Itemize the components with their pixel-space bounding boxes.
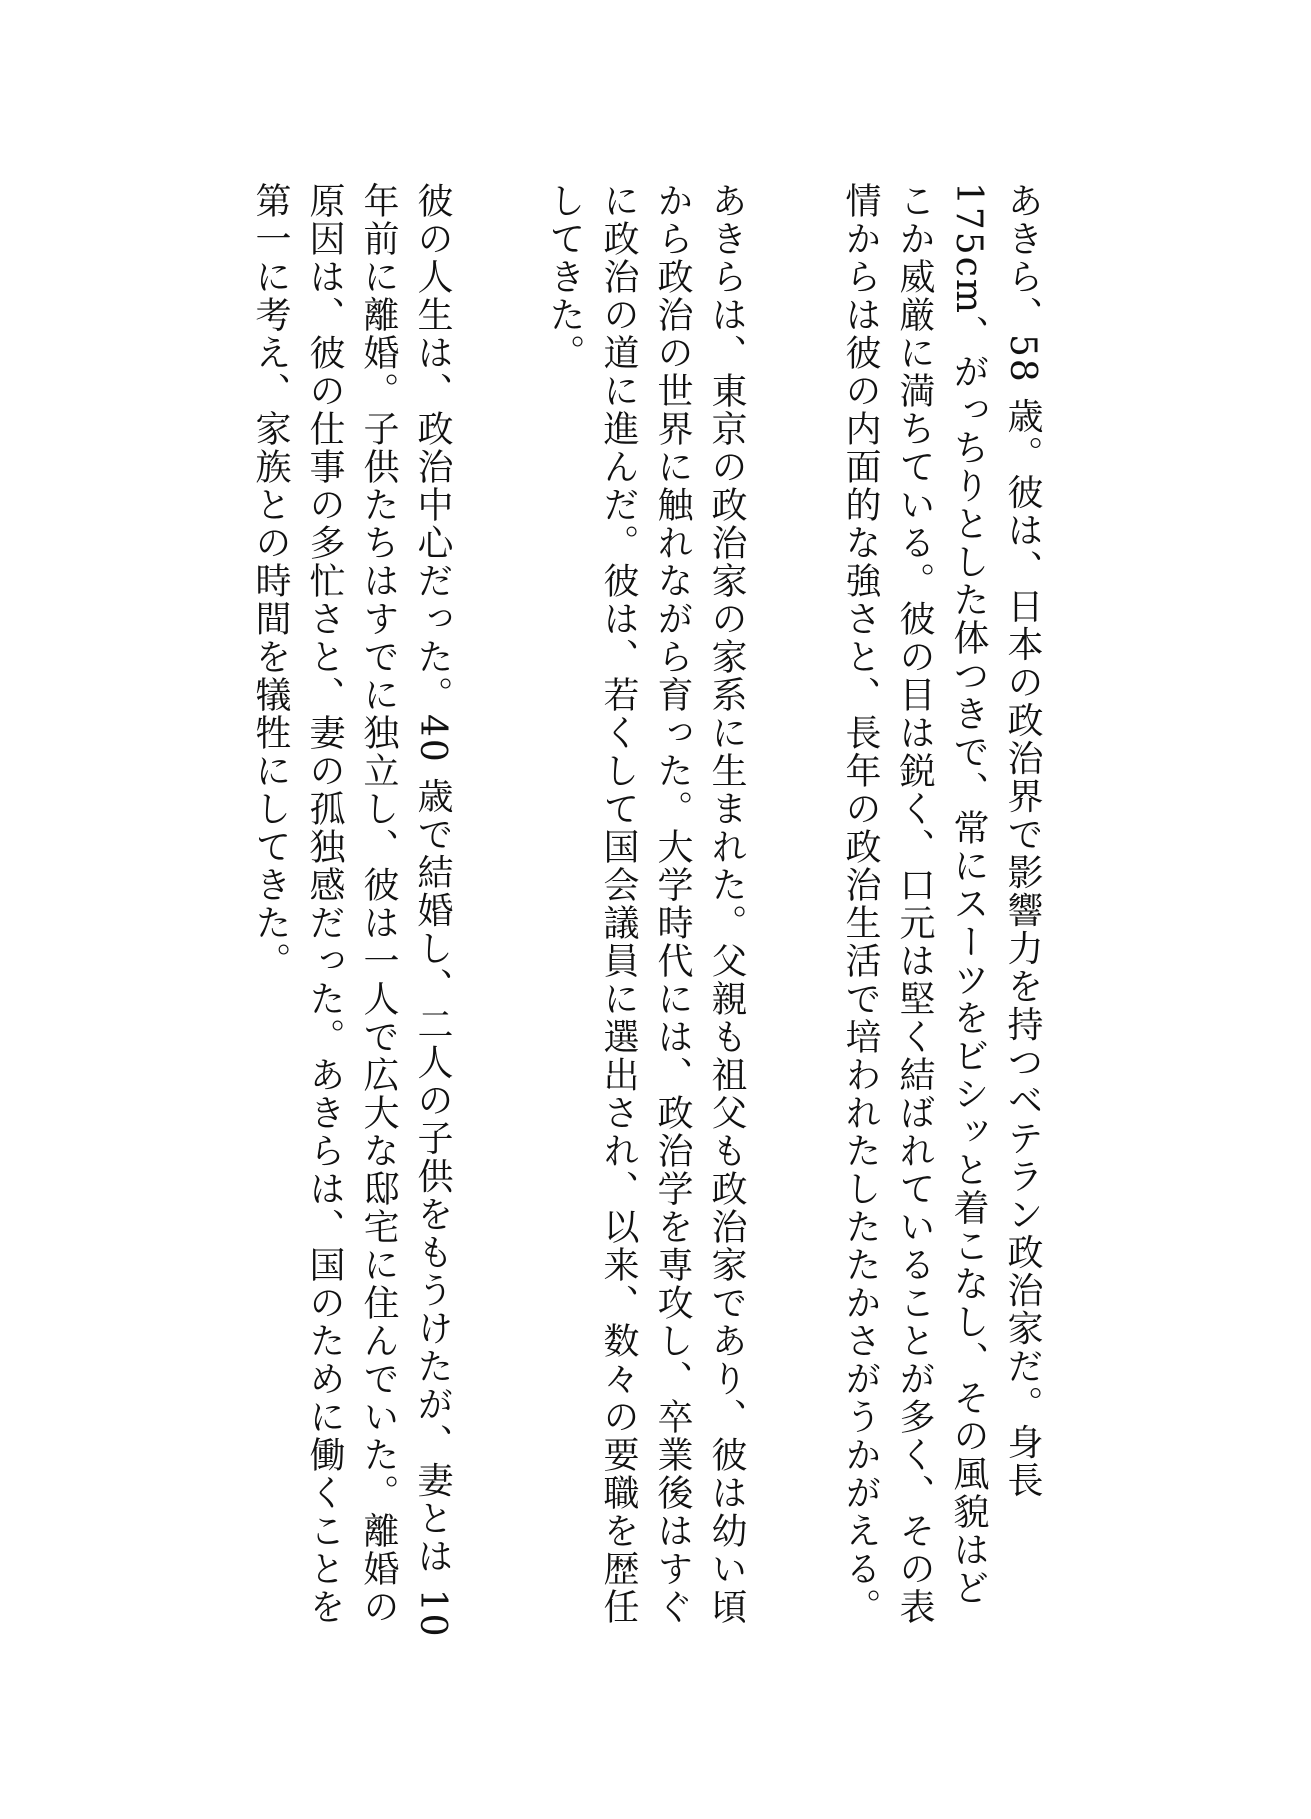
paragraph-2: あきらは、東京の政治家の家系に生まれた。父親も祖父も政治家であり、彼は幼い頃から政治の世界に触れながら育った。大学時代には、政治学を専攻し、卒業後はすぐに政治の道に進んだ。彼は、若くして国会議員に選出され、以来、数々の要職を歴任してきた。 bbox=[544, 182, 747, 1626]
paragraph-3: 彼の人生は、政治中心だった。40 歳で結婚し、二人の子供をもうけたが、妻とは 10 年前に離婚。子供たちはすでに独立し、彼は一人で広大な邸宅に住んでいた。離婚の原因は、彼の仕事の多忙さと、妻の孤独感だった。あきらは、国のために働くことを第一に考え、家族との時間を犠牲にしてきた。 bbox=[250, 182, 453, 1639]
paragraph-1: あきら、58 歳。彼は、日本の政治界で影響力を持つベテラン政治家だ。身長 175cm、がっちりとした体つきで、常にスーツをビシッと着こなし、その風貌はどこか威厳に満ちている。彼の目は鋭く、口元は堅く結ばれていることが多く、その表情からは彼の内面的な強さと、長年の政治生活で培われたしたたかさがうかがえる。 bbox=[840, 182, 1043, 1626]
